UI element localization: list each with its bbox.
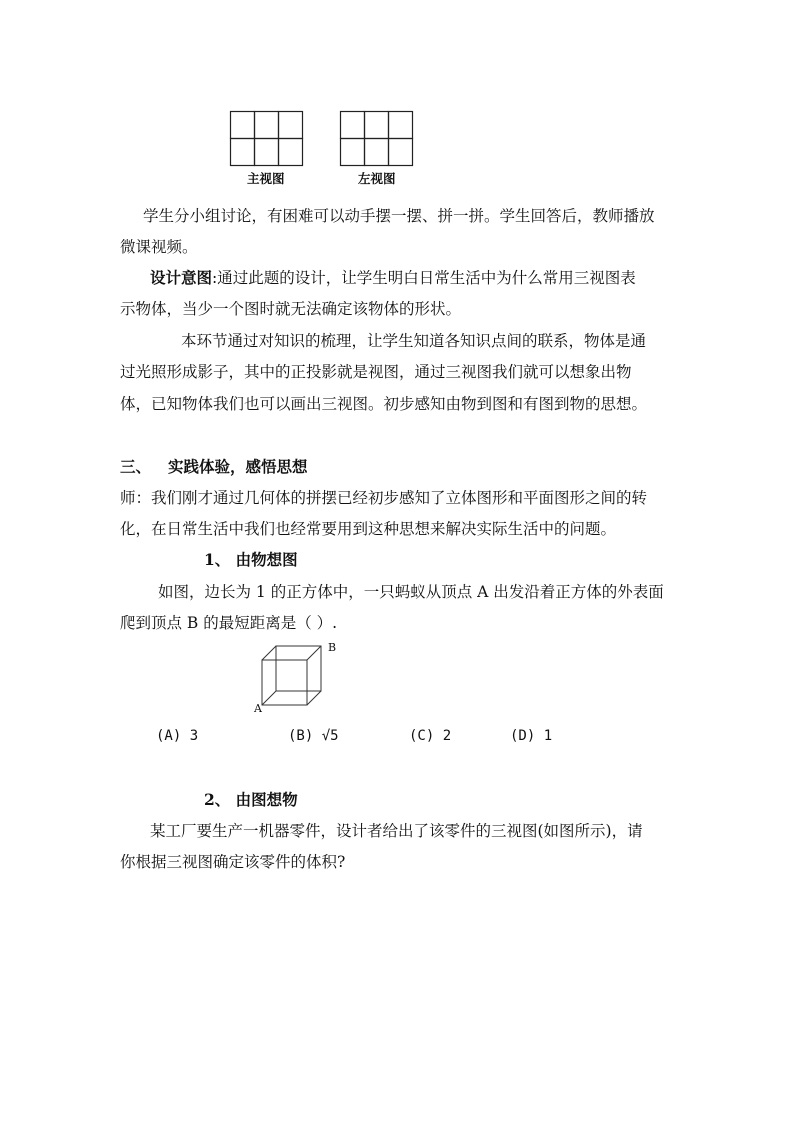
- cube-edge: [262, 691, 276, 705]
- item-2-text-line-1: 某工厂要生产一机器零件，设计者给出了该零件的三视图(如图所示)，请: [150, 822, 643, 840]
- front-view-cell: [255, 139, 279, 166]
- left-view-cell: [341, 112, 365, 139]
- left-view-cell: [389, 112, 413, 139]
- design-intent-label: 设计意图: [150, 268, 213, 287]
- front-view-cell: [279, 139, 303, 166]
- section-3-number: 三、: [120, 457, 152, 476]
- front-view-caption: 主视图: [247, 171, 285, 186]
- discussion-line-1: 学生分小组讨论，有困难可以动手摆一摆、拼一拼。学生回答后，教师播放: [143, 207, 655, 225]
- front-view-cell: [231, 139, 255, 166]
- section-3-intro-line-1: 师：我们刚才通过几何体的拼摆已经初步感知了立体图形和平面图形之间的转: [120, 489, 648, 507]
- design-intent-line-2: 示物体，当少一个图时就无法确定该物体的形状。: [120, 300, 462, 318]
- front-view-figure: [229, 110, 305, 168]
- item-1-question-line-1: 如图，边长为 1 的正方体中，一只蚂蚁从顶点 A 出发沿着正方体的外表面: [158, 583, 664, 601]
- front-view-cell: [231, 112, 255, 139]
- left-view-cell: [365, 139, 389, 166]
- left-view-cell: [389, 139, 413, 166]
- section-3-title: 实践体验，感悟思想: [168, 457, 308, 476]
- option-b: (B) √5: [288, 728, 339, 744]
- cube-vertex-a-label: A: [254, 702, 262, 715]
- cube-vertex-b-label: B: [328, 641, 337, 654]
- left-view-cell: [365, 112, 389, 139]
- summary-line-2: 过光照形成影子，其中的正投影就是视图，通过三视图我们就可以想象出物: [120, 363, 632, 381]
- summary-line-3: 体，已知物体我们也可以画出三视图。初步感知由物到图和有图到物的思想。: [120, 395, 648, 413]
- cube-edge: [262, 646, 276, 660]
- item-2-heading: 2、 由图想物: [204, 790, 298, 809]
- left-view-cell: [341, 139, 365, 166]
- item-1-question-line-2: 爬到顶点 B 的最短距离是（ ）.: [120, 614, 338, 632]
- discussion-line-2: 微课视频。: [120, 238, 198, 256]
- front-view-cell: [255, 112, 279, 139]
- option-a: (A) 3: [156, 728, 199, 744]
- design-intent-text: :通过此题的设计，让学生明白日常生活中为什么常用三视图表: [212, 269, 636, 287]
- summary-line-1: 本环节通过对知识的梳理，让学生知道各知识点间的联系，物体是通: [181, 332, 647, 350]
- item-2-text-line-2: 你根据三视图确定该零件的体积?: [120, 853, 346, 871]
- cube-edge: [307, 691, 321, 705]
- design-intent-line-1: [150, 268, 636, 288]
- option-d: (D) 1: [510, 728, 553, 744]
- item-1-heading: 1、 由物想图: [204, 550, 298, 569]
- left-view-caption: 左视图: [358, 171, 396, 186]
- front-view-cell: [279, 112, 303, 139]
- cube-figure: [255, 640, 335, 715]
- option-c: (C) 2: [409, 728, 452, 744]
- cube-edge: [307, 646, 321, 660]
- left-view-figure: [339, 110, 415, 168]
- section-3-intro-line-2: 化，在日常生活中我们也经常要用到这种思想来解决实际生活中的问题。: [120, 520, 617, 538]
